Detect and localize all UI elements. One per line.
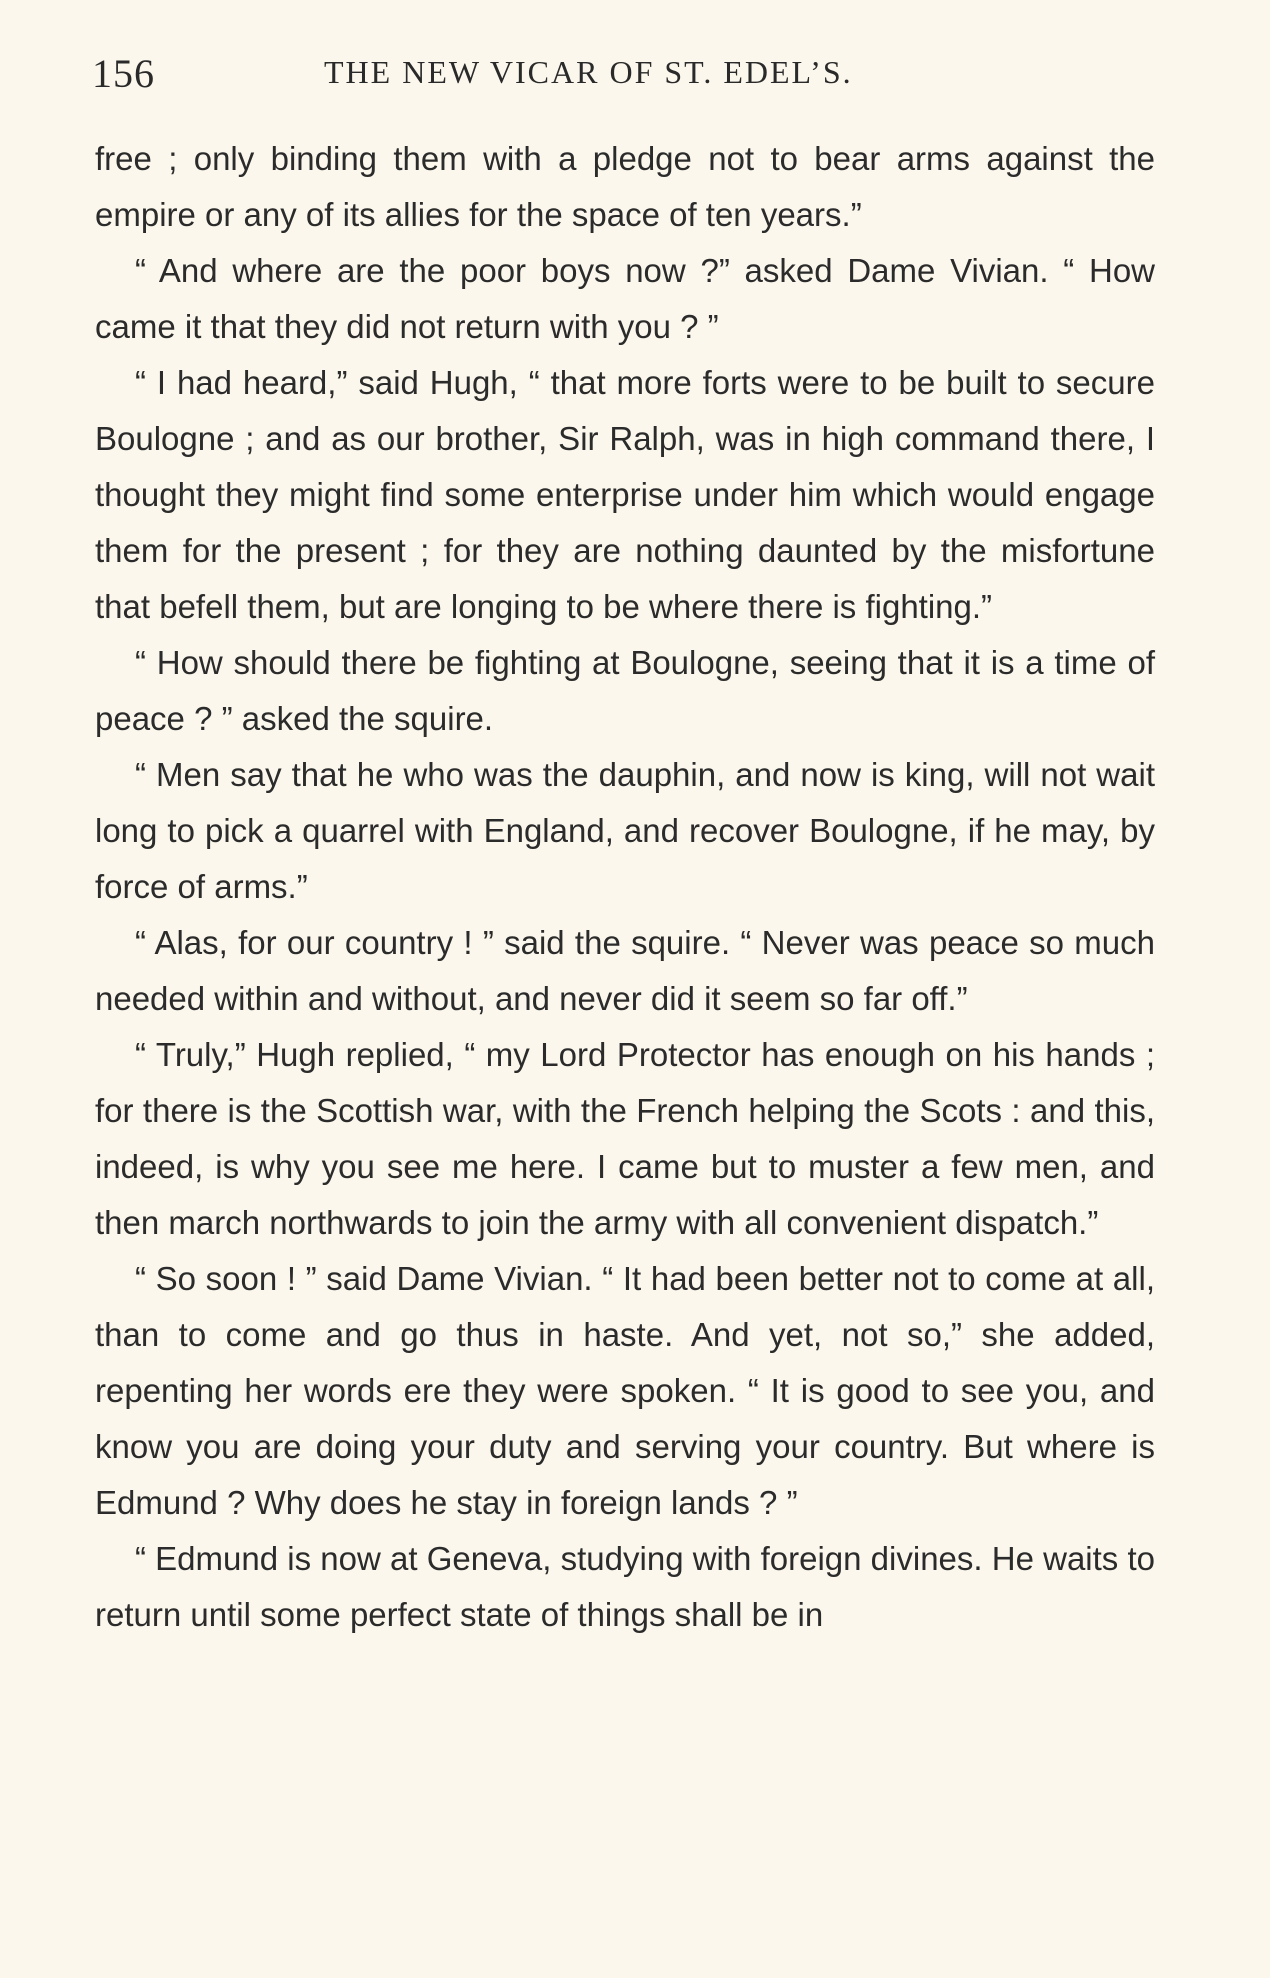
paragraph-5: “ Men say that he who was the dauphin, and now is king, will not wait long to pick a quarrel with England, and recover Boulogne, if he may, by force of arms.” <box>95 756 1155 905</box>
paragraph-6: “ Alas, for our country ! ” said the squire. “ Never was peace so much needed within and without, and never did it seem so far off.” <box>95 924 1155 1017</box>
paragraph-9: “ Edmund is now at Geneva, studying with foreign divines. He waits to return until some perfect state of things shall be in <box>95 1540 1155 1633</box>
running-head <box>92 50 1162 110</box>
paragraph-8: “ So soon ! ” said Dame Vivian. “ It had been better not to come at all, than to come and go thus in haste. And yet, not so,” she added, repenting her words ere they were spoken. “ It is good to see you, and know you are doing your duty and serving your country. But where is Edmund ? Why does he stay in foreign lands ? ” <box>95 1260 1155 1521</box>
page-number: 156 <box>92 51 155 96</box>
paragraph-3: “ I had heard,” said Hugh, “ that more forts were to be built to secure Boulogne ; and as our brother, Sir Ralph, was in high command there, I thought they might find some enterprise under him which would engage them for the present ; for they are nothing daunted by the misfortune that befell them, but are longing to be where there is fighting.” <box>95 364 1155 625</box>
paragraph-7: “ Truly,” Hugh replied, “ my Lord Protector has enough on his hands ; for there is the Scottish war, with the French helping the Scots : and this, indeed, is why you see me here. I came but to muster a few men, and then march northwards to join the army with all convenient dispatch.” <box>95 1036 1155 1241</box>
paragraph-2: “ And where are the poor boys now ?” asked Dame Vivian. “ How came it that they did not return with you ? ” <box>95 252 1155 345</box>
running-title: THE NEW VICAR OF ST. EDEL’S. <box>324 54 853 90</box>
paragraph-4: “ How should there be fighting at Boulogne, seeing that it is a time of peace ? ” asked the squire. <box>95 644 1155 737</box>
paragraph-1: free ; only binding them with a pledge not to bear arms against the empire or any of its allies for the space of ten years.” <box>95 140 1155 233</box>
body-text <box>95 131 1155 1643</box>
